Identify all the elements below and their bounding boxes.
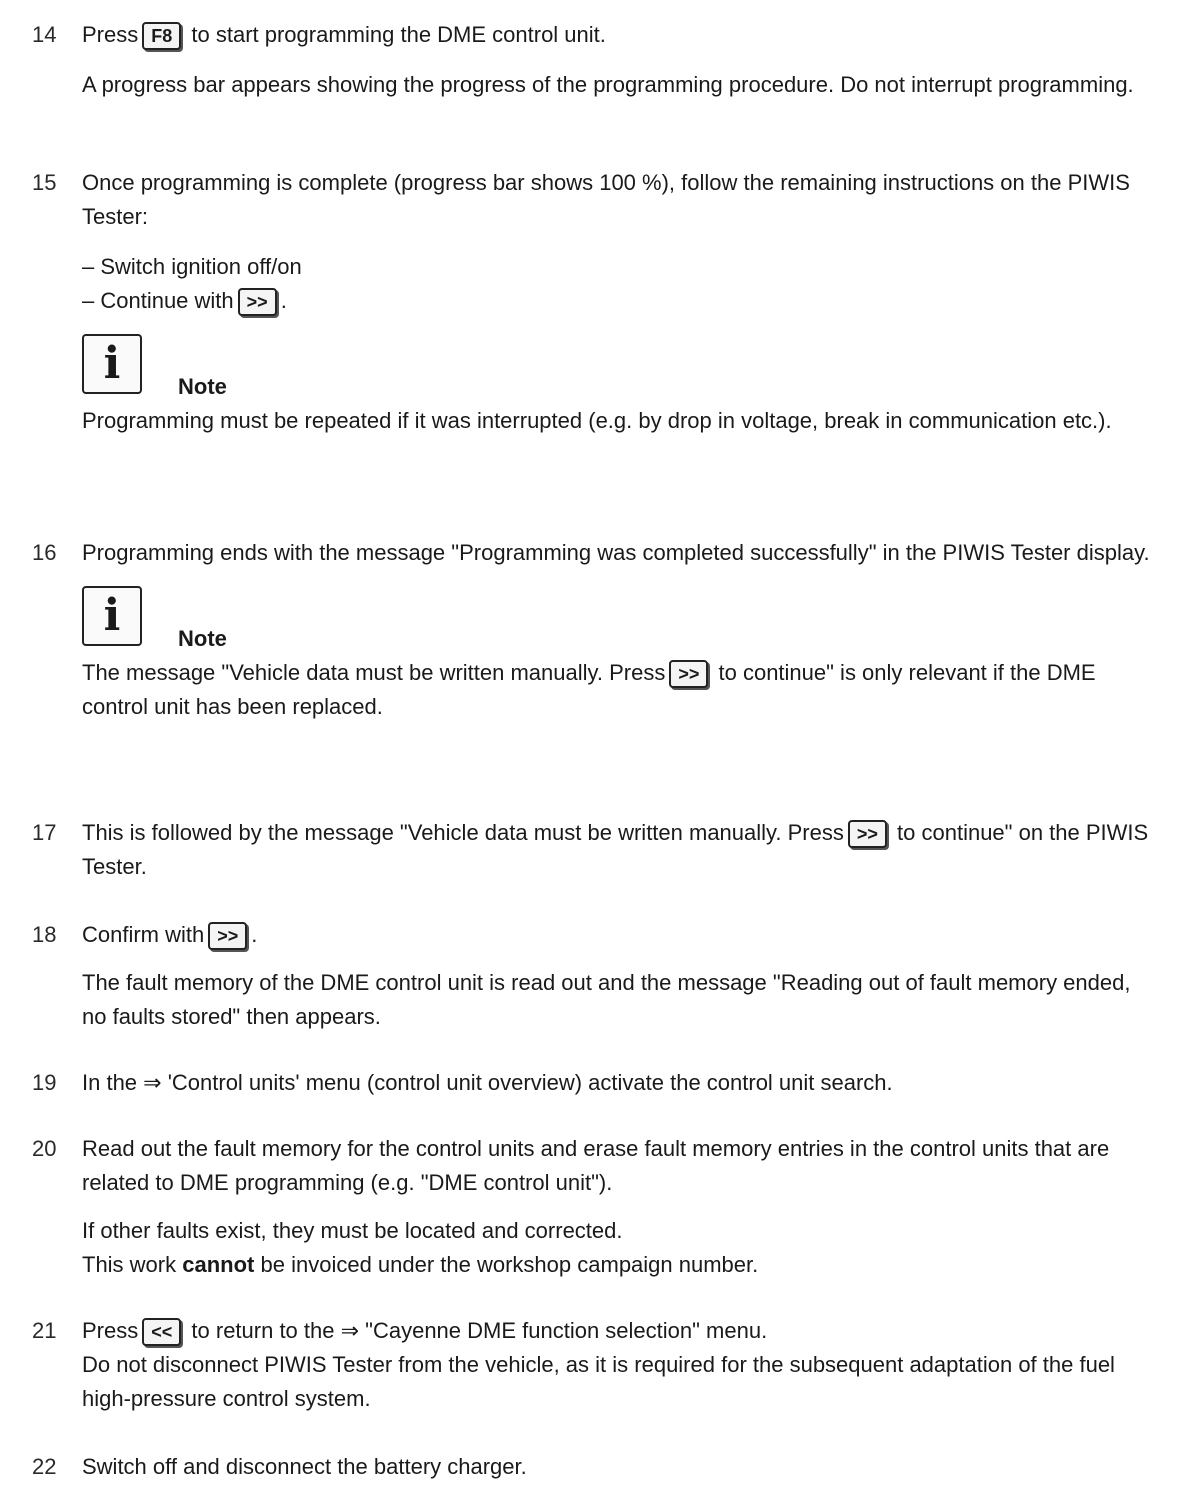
step-body (82, 918, 1152, 1034)
step-number: 20 (32, 1136, 57, 1161)
step-number: 19 (32, 1070, 57, 1095)
note-label: Note (178, 626, 227, 651)
info-icon (82, 586, 142, 646)
step-text: Press (82, 1318, 139, 1343)
step-subtext: Do not disconnect PIWIS Tester from the vehicle, as it is required for the subsequent adaptation of the fuel high-pressure control system. (82, 1352, 1115, 1411)
forward-key: >> (669, 660, 708, 688)
step-number: 21 (32, 1318, 57, 1343)
f8-key: F8 (142, 22, 181, 50)
step-body (82, 1314, 1152, 1416)
note-text-end: to continue" is only relevant if the DME control unit has been replaced. (82, 660, 1096, 719)
note-text-start: The message "Vehicle data must be written manually. Press (82, 660, 666, 685)
step-body (82, 1066, 1152, 1100)
bullet-item: – Switch ignition off/on (82, 254, 302, 279)
step-body (82, 18, 1152, 102)
info-glyph: i (103, 338, 121, 389)
bullet-item: – Continue with (82, 288, 234, 313)
step-text: Once programming is complete (progress bar shows 100 %), follow the remaining instructions on the PIWIS Tester: (82, 170, 1130, 229)
step-text: to return to the ⇒ "Cayenne DME function selection" menu. (191, 1318, 768, 1343)
step-subtext (82, 1248, 1152, 1282)
step-text: In the ⇒ 'Control units' menu (control unit overview) activate the control unit search. (82, 1070, 893, 1095)
step-body (82, 536, 1152, 724)
step-text: to start programming the DME control unit. (191, 22, 606, 47)
note-label: Note (178, 374, 227, 399)
step-subtext: If other faults exist, they must be located and corrected. (82, 1218, 623, 1243)
step-number: 14 (32, 22, 57, 47)
step-number: 22 (32, 1454, 57, 1479)
step-text: Switch off and disconnect the battery charger. (82, 1454, 527, 1479)
step-text: Press (82, 22, 139, 47)
step-text: Read out the fault memory for the control units and erase fault memory entries in the control units that are related to DME programming (e.g. "DME control unit"). (82, 1136, 1110, 1195)
step-body (82, 816, 1152, 884)
info-glyph: i (103, 590, 121, 641)
subtext-start: This work (82, 1252, 177, 1277)
forward-key: >> (848, 820, 887, 848)
step-number: 17 (32, 820, 57, 845)
back-key: << (142, 1318, 181, 1346)
step-text: to continue" on the PIWIS Tester. (82, 820, 1149, 879)
note-header (82, 586, 1152, 656)
note-text (82, 656, 1152, 724)
step-number: 15 (32, 170, 57, 195)
step-subtext: A progress bar appears showing the progress of the programming procedure. Do not interrupt programming. (82, 72, 1134, 97)
step-body (82, 1450, 1152, 1484)
step-punct: . (251, 922, 258, 947)
note-header (82, 334, 1152, 404)
bullet-punct: . (280, 288, 287, 313)
step-body (82, 1132, 1152, 1282)
info-icon (82, 334, 142, 394)
step-number: 18 (32, 922, 57, 947)
step-number: 16 (32, 540, 57, 565)
note-text: Programming must be repeated if it was interrupted (e.g. by drop in voltage, break in communication etc.). (82, 408, 1112, 433)
forward-key: >> (208, 922, 247, 950)
step-text: This is followed by the message "Vehicle data must be written manually. Press (82, 820, 844, 845)
step-body (82, 166, 1152, 438)
step-text: Confirm with (82, 922, 205, 947)
step-text: Programming ends with the message "Programming was completed successfully" in the PIWIS Tester display. (82, 540, 1150, 565)
step-subtext: The fault memory of the DME control unit is read out and the message "Reading out of fault memory ended, no faults stored" then appears. (82, 970, 1131, 1029)
forward-key: >> (238, 288, 277, 316)
subtext-end: be invoiced under the workshop campaign number. (260, 1252, 759, 1277)
emphasis: cannot (182, 1252, 255, 1277)
